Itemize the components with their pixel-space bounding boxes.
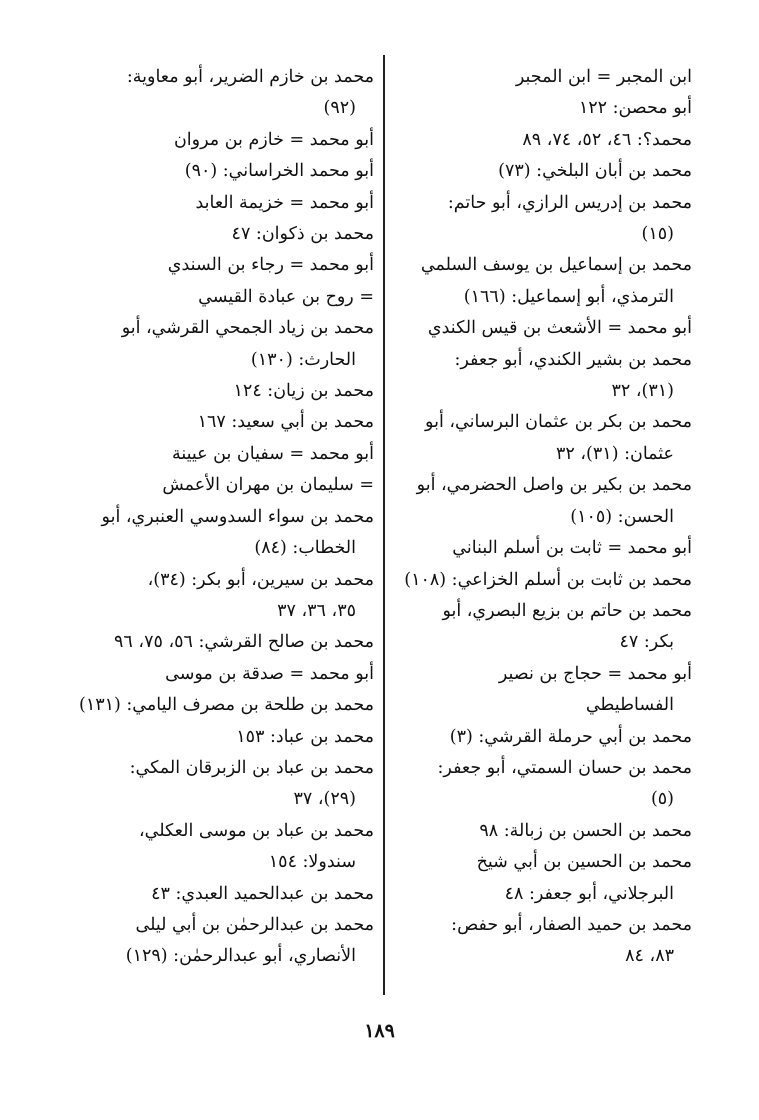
column-divider	[383, 55, 385, 995]
entry-continuation: (٩٢)	[323, 98, 356, 119]
entry-text: أبو محمد = خزيمة العابد	[195, 192, 374, 213]
index-entry	[392, 313, 692, 344]
index-entry	[82, 565, 374, 628]
index-column-left	[78, 62, 374, 973]
index-entry	[82, 722, 374, 753]
entry-text: محمد بن عباد بن موسى العكلي،	[138, 820, 374, 841]
entry-text: أبو محمد = رجاء بن السندي	[167, 255, 374, 276]
entry-continuation: الحارث: (١٣٠)	[250, 349, 356, 370]
entry-continuation: الترمذي، أبو إسماعيل: (١٦٦)	[463, 286, 674, 307]
entry-continuation: (١٥)	[641, 224, 674, 245]
entry-text: محمد بن زياد الجمحي القرشي، أبو	[121, 318, 374, 339]
index-entry	[82, 376, 374, 407]
entry-text: محمد بن الحسين بن أبي شيخ	[476, 852, 692, 873]
entry-text: محمد بن زيان: ١٢٤	[233, 381, 374, 402]
index-entry	[82, 125, 374, 156]
index-entry	[82, 282, 374, 313]
index-entry	[82, 502, 374, 565]
entry-text: محمد بن حميد الصفار، أبو حفص:	[451, 914, 692, 935]
entry-continuation: (٢٩)، ٣٧	[293, 789, 356, 810]
entry-text: أبو محمد = سفيان بن عيينة	[171, 443, 374, 464]
entry-continuation: سندولا: ١٥٤	[268, 852, 356, 873]
index-entry	[392, 659, 692, 722]
index-entry	[392, 345, 692, 408]
index-entry	[82, 188, 374, 219]
index-entry	[82, 250, 374, 281]
entry-text: أبو محمد = ثابت بن أسلم البناني	[452, 538, 692, 559]
entry-text: محمد بن خازم الضرير، أبو معاوية:	[126, 67, 374, 87]
entry-text: = روح بن عبادة القيسي	[198, 286, 374, 307]
entry-text: محمد بن إسماعيل بن يوسف السلمي	[420, 255, 692, 276]
entry-text: محمد بن سواء السدوسي العنبري، أبو	[101, 506, 374, 527]
entry-text: محمد بن الحسن بن زبالة: ٩٨	[479, 820, 692, 841]
index-entry	[82, 156, 374, 187]
entry-text: محمد بن أبان البلخي: (٧٣)	[498, 161, 692, 182]
entry-continuation: عثمان: (٣١)، ٣٢	[556, 443, 674, 464]
entry-text: محمد؟: ٤٦، ٥٢، ٧٤، ٨٩	[522, 129, 692, 150]
entry-text: أبو محمد الخراساني: (٩٠)	[184, 161, 374, 182]
entry-text: أبو محصن: ١٢٢	[578, 98, 692, 119]
index-entry	[82, 407, 374, 438]
index-entry	[82, 627, 374, 658]
entry-continuation: البرجلاني، أبو جعفر: ٤٨	[504, 883, 674, 904]
entry-text: محمد بن بكير بن واصل الحضرمي، أبو	[416, 475, 692, 496]
index-entry	[392, 470, 692, 533]
index-entry	[392, 407, 692, 470]
entry-text: أبو محمد = صدقة بن موسى	[165, 663, 374, 684]
entry-continuation: (٣١)، ٣٢	[611, 381, 674, 402]
entry-continuation: ٨٣، ٨٤	[625, 946, 674, 967]
entry-text: محمد بن إدريس الرازي، أبو حاتم:	[447, 192, 692, 213]
index-entry	[392, 533, 692, 564]
entry-text: محمد بن بشير الكندي، أبو جعفر:	[454, 349, 692, 370]
entry-text: = سليمان بن مهران الأعمش	[162, 475, 374, 496]
entry-text: أبو محمد = خازم بن مروان	[173, 129, 374, 150]
entry-continuation: الخطاب: (٨٤)	[254, 538, 356, 559]
entry-text: محمد بن أبي حرملة القرشي: (٣)	[449, 726, 692, 747]
entry-text: محمد بن ثابت بن أسلم الخزاعي: (١٠٨)	[404, 569, 692, 590]
index-entry	[392, 722, 692, 753]
index-entry	[78, 690, 374, 721]
index-entry	[82, 219, 374, 250]
entry-text: أبو محمد = حجاج بن نصير	[498, 663, 692, 684]
index-entry	[392, 156, 692, 187]
entry-continuation: (٥)	[650, 789, 674, 810]
index-entry	[82, 753, 374, 816]
entry-continuation: الأنصاري، أبو عبدالرحمٰن: (١٢٩)	[125, 946, 356, 967]
entry-text: محمد بن صالح القرشي: ٥٦، ٧٥، ٩٦	[114, 632, 374, 653]
index-entry	[82, 439, 374, 470]
entry-text: ابن المجبر = ابن المجبر	[515, 67, 692, 87]
entry-text: محمد بن حاتم بن بزيع البصري، أبو	[442, 600, 692, 621]
index-entry	[392, 816, 692, 847]
index-entry	[82, 879, 374, 910]
entry-text: محمد بن أبي سعيد: ١٦٧	[197, 412, 374, 433]
index-entry	[392, 250, 692, 313]
page-number: ١٨٩	[364, 1020, 395, 1042]
entry-text: محمد بن سيرين، أبو بكر: (٣٤)،	[147, 569, 374, 590]
index-entry	[82, 910, 374, 973]
entry-text: محمد بن طلحة بن مصرف اليامي: (١٣١)	[78, 695, 374, 716]
entry-text: محمد بن عبدالحميد العبدي: ٤٣	[151, 883, 374, 904]
entry-continuation: الحسن: (١٠٥)	[570, 506, 674, 527]
entry-text: محمد بن عبدالرحمٰن بن أبي ليلى	[135, 914, 374, 935]
entry-continuation: بكر: ٤٧	[619, 632, 674, 653]
index-entry	[392, 93, 692, 124]
index-entry	[82, 62, 374, 125]
index-column-right	[392, 62, 692, 973]
entry-continuation: ٣٥، ٣٦، ٣٧	[277, 600, 356, 621]
index-entry	[392, 188, 692, 251]
entry-text: محمد بن عباد بن الزبرقان المكي:	[129, 757, 374, 778]
index-entry	[392, 753, 692, 816]
entry-text: محمد بن حسان السمتي، أبو جعفر:	[437, 757, 692, 778]
entry-text: محمد بن بكر بن عثمان البرساني، أبو	[425, 412, 692, 433]
entry-text: محمد بن عباد: ١٥٣	[236, 726, 374, 747]
index-entry	[392, 847, 692, 910]
index-entry	[82, 313, 374, 376]
entry-text: محمد بن ذكوان: ٤٧	[231, 224, 374, 245]
index-entry	[82, 659, 374, 690]
index-entry	[392, 596, 692, 659]
index-entry	[82, 816, 374, 879]
index-entry	[82, 470, 374, 501]
entry-continuation: الفساطيطي	[585, 695, 674, 716]
index-entry	[392, 565, 692, 596]
index-entry	[392, 62, 692, 93]
index-entry	[392, 125, 692, 156]
entry-text: أبو محمد = الأشعث بن قيس الكندي	[427, 318, 692, 339]
index-entry	[392, 910, 692, 973]
